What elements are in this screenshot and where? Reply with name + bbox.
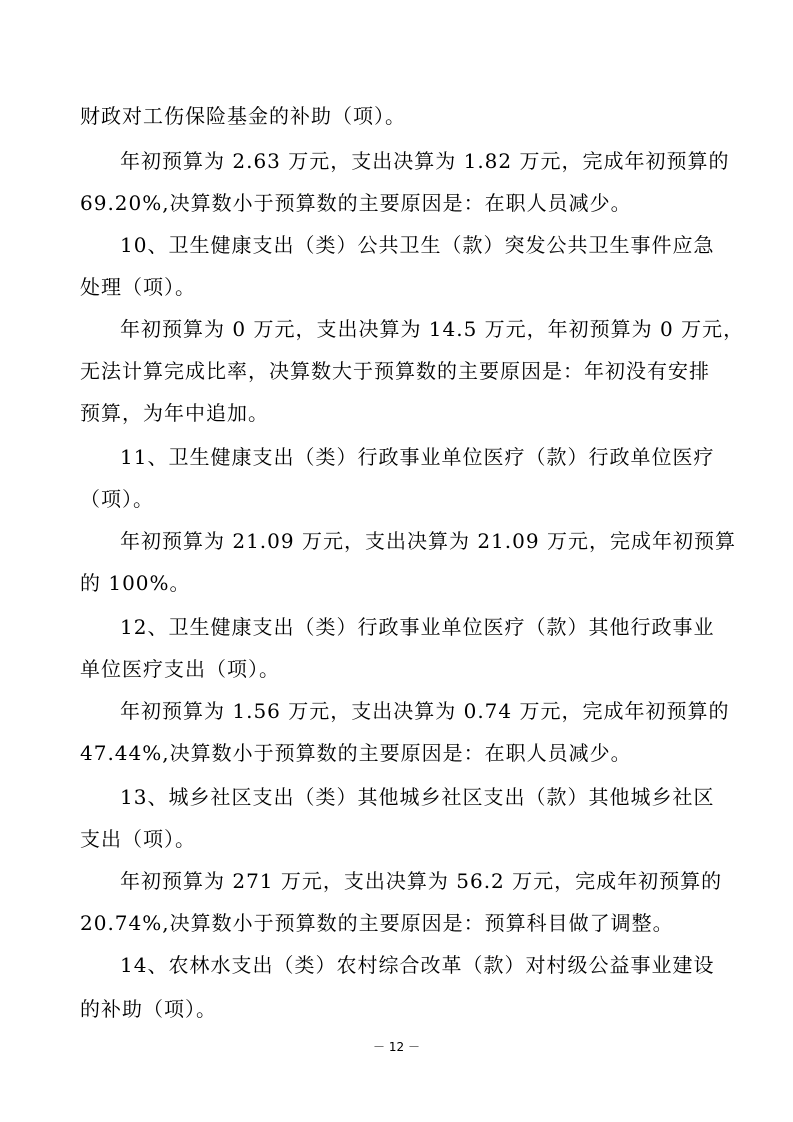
text-line: 年初预算为 2.63 万元，支出决算为 1.82 万元，完成年初预算的 <box>120 149 730 173</box>
text-line: 的 100%。 <box>80 571 191 595</box>
text-line: 年初预算为 21.09 万元，支出决算为 21.09 万元，完成年初预算 <box>120 529 736 553</box>
text-line: 69.20%,决算数小于预算数的主要原因是：在职人员减少。 <box>80 191 632 215</box>
text-line: （项）。 <box>80 487 154 511</box>
text-line: 20.74%,决算数小于预算数的主要原因是：预算科目做了调整。 <box>80 911 674 935</box>
text-line: 单位医疗支出（项）。 <box>80 657 280 681</box>
text-line: 预算，为年中追加。 <box>80 401 269 425</box>
text-line: 年初预算为 0 万元，支出决算为 14.5 万元，年初预算为 0 万元， <box>120 317 745 341</box>
text-line: 支出（项）。 <box>80 827 196 851</box>
page-number: － 12 － <box>373 1040 420 1054</box>
text-line: 13、城乡社区支出（类）其他城乡社区支出（款）其他城乡社区 <box>120 785 715 809</box>
text-line: 财政对工伤保险基金的补助（项）。 <box>80 104 406 128</box>
text-line: 47.44%,决算数小于预算数的主要原因是：在职人员减少。 <box>80 741 632 765</box>
text-line: 的补助（项）。 <box>80 997 217 1021</box>
text-line: 处理（项）。 <box>80 275 196 299</box>
text-line: 11、卫生健康支出（类）行政事业单位医疗（款）行政单位医疗 <box>120 445 715 469</box>
text-line: 年初预算为 271 万元，支出决算为 56.2 万元，完成年初预算的 <box>120 869 723 893</box>
text-line: 无法计算完成比率，决算数大于预算数的主要原因是：年初没有安排 <box>80 359 710 383</box>
text-line: 14、农林水支出（类）农村综合改革（款）对村级公益事业建设 <box>120 953 715 977</box>
text-line: 10、卫生健康支出（类）公共卫生（款）突发公共卫生事件应急 <box>120 233 715 257</box>
text-line: 年初预算为 1.56 万元，支出决算为 0.74 万元，完成年初预算的 <box>120 699 730 723</box>
text-line: 12、卫生健康支出（类）行政事业单位医疗（款）其他行政事业 <box>120 615 715 639</box>
